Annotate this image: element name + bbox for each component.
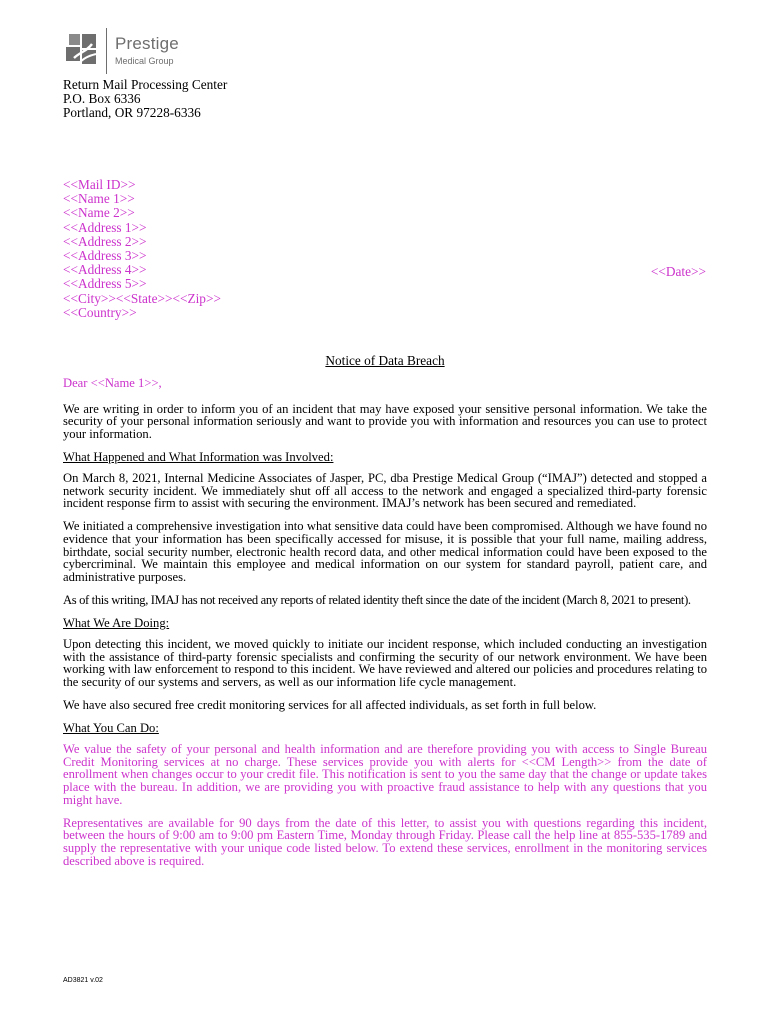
- what-we-are-doing-paragraph-2: We have also secured free credit monitoring services for all affected individuals, as set forth in full below.: [63, 698, 597, 713]
- return-address-line: Portland, OR 97228-6336: [63, 105, 201, 121]
- prestige-logo: [66, 28, 179, 74]
- return-address-line: P.O. Box 6336: [63, 91, 141, 107]
- recipient-address: [63, 178, 221, 320]
- recipient-address-2: <<Address 2>>: [63, 233, 147, 249]
- return-address: [63, 78, 227, 121]
- recipient-city-state-zip: <<City>><<State>><<Zip>>: [63, 290, 221, 306]
- section-heading-what-we-are-doing: What We Are Doing:: [63, 616, 170, 631]
- document-code: AD3821 v.02: [63, 977, 103, 984]
- what-you-can-do-paragraph-2: Representatives are available for 90 days from the date of this letter, to assist you with questions regarding this incident, between the hours of 9:00 am to 9:00 pm Eastern Time, Monday through Friday. Please call the help line at 855-535-1789 and supply the representative with your unique code listed below. To extend these services, enrollment in the monitoring services described above is required.: [63, 815, 707, 868]
- what-happened-paragraph-2: We initiated a comprehensive investigation into what sensitive data could have been compromised. Although we have found no evidence that your information has been specifically accessed for misuse, it is possible that your full name, mailing address, birthdate, social security number, electronic health record data, and other medical information could have been exposed to the cybercriminal. We maintain this employee and medical information on our system for standard payroll, patient care, and administrative purposes.: [63, 519, 707, 584]
- recipient-mail-id: <<Mail ID>>: [63, 177, 136, 192]
- letter-date: <<Date>>: [650, 264, 706, 279]
- recipient-address-5: <<Address 5>>: [63, 276, 147, 292]
- what-we-are-doing-paragraph-1: Upon detecting this incident, we moved quickly to initiate our incident response, which included conducting an investigation with the assistance of third-party forensic specialists and confirming the security of our network environment. We have been working with law enforcement to respond to this incident. We have reviewed and altered our policies and procedures relating to the security of our systems and servers, as well as our information life cycle management.: [63, 637, 707, 689]
- salutation: Dear <<Name 1>>,: [63, 376, 162, 390]
- recipient-address-1: <<Address 1>>: [63, 219, 147, 235]
- what-happened-paragraph-3: As of this writing, IMAJ has not received any reports of related identity theft since the date of the incident (March 8, 2021 to present).: [63, 592, 691, 607]
- logo-subtitle: Medical Group: [115, 56, 174, 66]
- recipient-name-1: <<Name 1>>: [63, 191, 135, 207]
- section-heading-what-happened: What Happened and What Information was Involved:: [63, 449, 334, 464]
- recipient-address-4: <<Address 4>>: [63, 262, 147, 278]
- what-happened-paragraph-1: On March 8, 2021, Internal Medicine Associates of Jasper, PC, dba Prestige Medical Group (“IMAJ”) detected and stopped a network security incident. We immediately shut off all access to the network and engaged a specialized third-party forensic incident response firm to assist with securing the environment. IMAJ’s network has been secured and remediated.: [63, 470, 707, 511]
- recipient-address-3: <<Address 3>>: [63, 248, 147, 264]
- section-heading-what-you-can-do: What You Can Do:: [63, 721, 159, 736]
- what-you-can-do-paragraph-1: We value the safety of your personal and health information and are therefore providing you with access to Single Bureau Credit Monitoring services at no charge. These services provide you with alerts for <<CM Length>> from the date of enrollment when changes occur to your credit file. This notification is sent to you the same day that the change or update takes place with the bureau. In addition, we are providing you with proactive fraud assistance to help with any questions that you might have.: [63, 742, 707, 807]
- logo-name: Prestige: [115, 34, 179, 53]
- recipient-country: <<Country>>: [63, 304, 137, 320]
- intro-paragraph: We are writing in order to inform you of an incident that may have exposed your sensitive personal information. We take the security of your personal information seriously and want to provide you with information and resources you can use to protect your information.: [63, 401, 707, 441]
- logo-divider: [106, 28, 107, 74]
- return-address-line: Return Mail Processing Center: [63, 77, 228, 92]
- letter-body: [63, 377, 707, 878]
- recipient-name-2: <<Name 2>>: [63, 205, 135, 221]
- prestige-logo-mark-icon: [66, 34, 100, 68]
- letter-title: [0, 353, 770, 369]
- letter-title-text: Notice of Data Breach: [325, 353, 445, 368]
